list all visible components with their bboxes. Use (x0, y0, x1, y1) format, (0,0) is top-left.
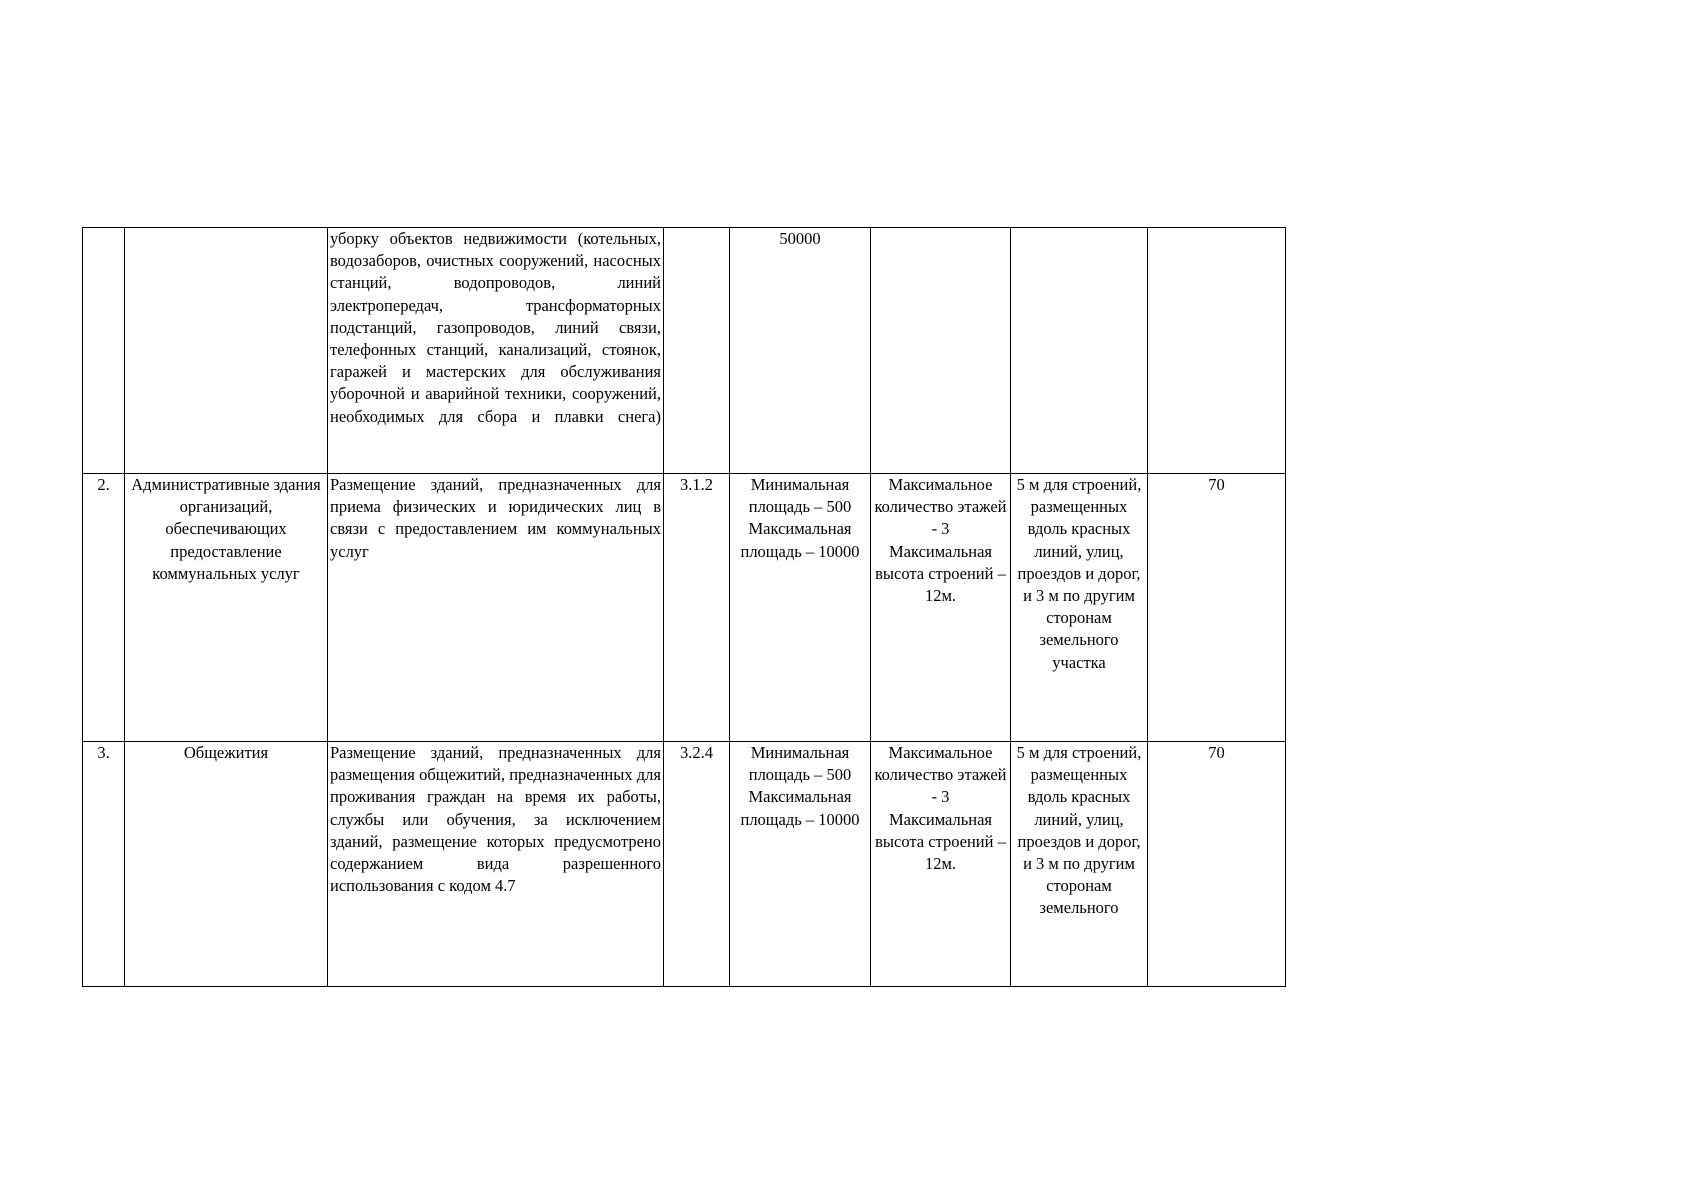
coverage-percent-cell (1148, 228, 1286, 474)
setback-cell: 5 м для строений, размещенных вдоль красных линий, улиц, проездов и дорог, и 3 м по другим сторонам земельного участка (1011, 474, 1148, 742)
use-type-name-cell: Административные здания организаций, обеспечивающих предоставление коммунальных услуг (125, 474, 328, 742)
building-parameters-cell (871, 228, 1011, 474)
table-row (83, 742, 1286, 987)
plot-area-cell: Минимальная площадь – 500 Максимальная площадь – 10000 (730, 742, 871, 987)
table-row (83, 228, 1286, 474)
use-type-name-cell (125, 228, 328, 474)
zoning-regulations-table (82, 227, 1286, 987)
setback-cell: 5 м для строений, размещенных вдоль красных линий, улиц, проездов и дорог, и 3 м по другим сторонам земельного (1011, 742, 1148, 987)
table-row (83, 474, 1286, 742)
coverage-percent-cell: 70 (1148, 742, 1286, 987)
coverage-percent-cell: 70 (1148, 474, 1286, 742)
use-type-name-cell: Общежития (125, 742, 328, 987)
setback-cell (1011, 228, 1148, 474)
use-type-code-cell: 3.2.4 (664, 742, 730, 987)
row-number-cell: 2. (83, 474, 125, 742)
use-type-description-cell: Размещение зданий, предназначенных для приема физических и юридических лиц в связи с предоставлением им коммунальных услуг (328, 474, 664, 742)
use-type-code-cell: 3.1.2 (664, 474, 730, 742)
row-number-cell: 3. (83, 742, 125, 987)
building-parameters-cell: Максимальное количество этажей - 3 Максимальная высота строений – 12м. (871, 474, 1011, 742)
use-type-description-cell: Размещение зданий, предназначенных для размещения общежитий, предназначенных для проживания граждан на время их работы, службы или обучения, за исключением зданий, размещение которых предусмотрено содержанием вида разрешенного использования с кодом 4.7 (328, 742, 664, 987)
building-parameters-cell: Максимальное количество этажей - 3 Максимальная высота строений – 12м. (871, 742, 1011, 987)
row-number-cell (83, 228, 125, 474)
use-type-description-cell: уборку объектов недвижимости (котельных, водозаборов, очистных сооружений, насосных станций, водопроводов, линий электропередач, трансформаторных подстанций, газопроводов, линий связи, телефонных станций, канализаций, стоянок, гаражей и мастерских для обслуживания уборочной и аварийной техники, сооружений, необходимых для сбора и плавки снега) (328, 228, 664, 474)
use-type-code-cell (664, 228, 730, 474)
plot-area-cell: Минимальная площадь – 500 Максимальная площадь – 10000 (730, 474, 871, 742)
plot-area-cell: 50000 (730, 228, 871, 474)
